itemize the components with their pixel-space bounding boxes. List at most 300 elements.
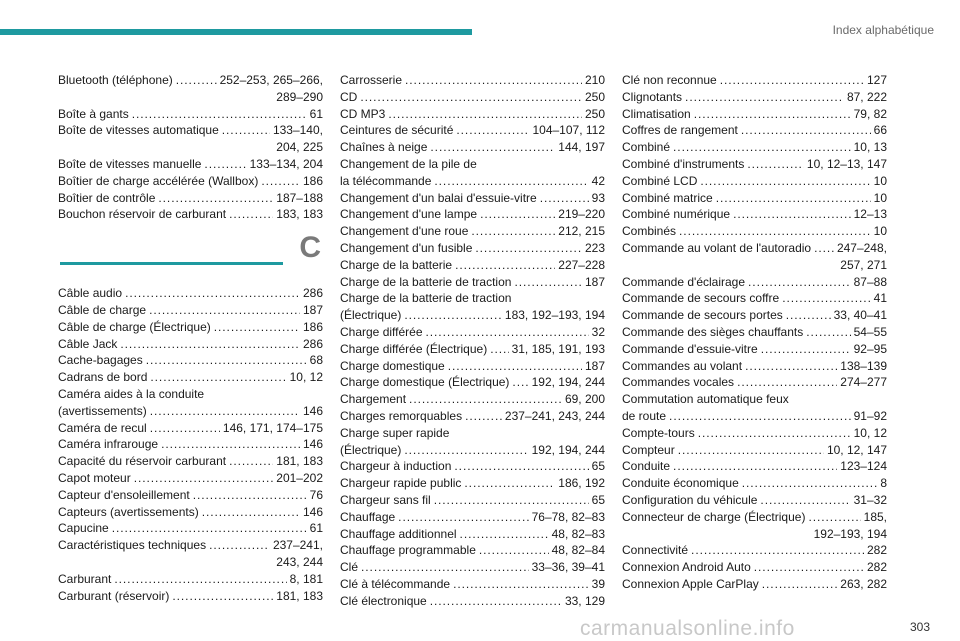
index-entry-pages: 41	[873, 291, 887, 306]
section-heading	[58, 231, 323, 281]
index-entry	[622, 358, 887, 375]
index-entry-pages: 31–32	[853, 492, 887, 507]
index-entry-pages: 186	[302, 319, 323, 334]
index-entry-label: Chargement	[340, 392, 407, 407]
section-letter: C	[299, 231, 321, 265]
dot-leader	[426, 324, 589, 341]
index-entry-label: Boîtier de charge accélérée (Wallbox)	[58, 173, 259, 188]
index-entry-pages: 192, 194, 244	[531, 375, 605, 390]
index-entry	[340, 206, 605, 223]
index-entry-pages: 65	[591, 492, 605, 507]
index-entry-pages: 127	[866, 73, 887, 87]
dot-leader	[176, 72, 217, 89]
index-entry	[58, 504, 323, 521]
index-entry-label: Changement d'un balai d'essuie-vitre	[340, 190, 537, 205]
dot-leader	[737, 374, 837, 391]
index-entry-label: Charge différée	[340, 324, 423, 339]
index-entry	[340, 442, 605, 459]
dot-leader	[673, 139, 851, 156]
dot-leader	[193, 487, 307, 504]
index-entry-label: Cache-bagages	[58, 353, 143, 368]
index-entry	[58, 588, 323, 605]
index-entry	[622, 223, 887, 240]
index-entry-pages: 8	[880, 476, 887, 491]
dot-leader	[150, 369, 286, 386]
index-entry	[340, 526, 605, 543]
index-entry-pages-continued: 192–193, 194	[813, 526, 887, 541]
index-entry-label: (Électrique)	[340, 308, 402, 323]
index-entry-label: Changement de la pile de	[340, 156, 477, 171]
index-entry-label: Capteur d'ensoleillement	[58, 487, 190, 502]
index-entry	[340, 492, 605, 509]
index-entry-label: Combiné matrice	[622, 190, 713, 205]
index-entry-pages: 76	[309, 487, 323, 502]
index-entry-pages: 185,	[863, 509, 887, 524]
index-entry	[622, 374, 887, 391]
dot-leader	[120, 336, 300, 353]
index-entry	[340, 274, 605, 291]
index-entry	[340, 240, 605, 257]
index-entry-label: Caméra infrarouge	[58, 437, 159, 452]
index-entry	[340, 509, 605, 526]
index-entry-label: Caméra de recul	[58, 420, 147, 435]
index-entry-label: Compteur	[622, 442, 675, 457]
index-entry	[622, 458, 887, 475]
entry-list-right	[622, 72, 887, 593]
index-entry	[622, 559, 887, 576]
dot-leader	[112, 520, 307, 537]
index-entry-pages: 61	[309, 521, 323, 536]
dot-leader	[360, 89, 582, 106]
index-entry-pages: 76–78, 82–83	[531, 509, 605, 524]
dot-leader	[786, 307, 831, 324]
index-entry-label: Connexion Apple CarPlay	[622, 576, 759, 591]
index-entry-pages: 10	[873, 224, 887, 239]
index-entry-label: Boîtier de contrôle	[58, 190, 156, 205]
index-entry-label: Coffres de rangement	[622, 123, 738, 138]
index-entry-pages: 286	[302, 286, 323, 301]
index-entry-label: Changement d'une roue	[340, 224, 469, 239]
section-divider	[60, 262, 283, 265]
index-entry	[622, 139, 887, 156]
index-entry	[340, 307, 605, 324]
dot-leader	[388, 106, 582, 123]
index-entry-pages: 250	[584, 106, 605, 121]
dot-leader	[214, 319, 300, 336]
dot-leader	[158, 190, 273, 207]
index-entry	[58, 156, 323, 173]
index-column-left	[58, 72, 323, 604]
index-entry-pages: 54–55	[853, 324, 887, 339]
index-entry-pages: 252–253, 265–266,	[219, 73, 323, 87]
index-entry-label: Compte-tours	[622, 425, 695, 440]
index-entry	[58, 453, 323, 470]
index-entry	[622, 442, 887, 459]
index-entry-label: Caractéristiques techniques	[58, 538, 207, 553]
index-entry	[622, 156, 887, 173]
index-entry-label: Charge de la batterie de traction	[340, 291, 512, 306]
index-entry	[622, 190, 887, 207]
index-entry-label: Bouchon réservoir de carburant	[58, 207, 227, 222]
index-entry-pages: 10, 12–13, 147	[806, 156, 887, 171]
index-entry-label: CD MP3	[340, 106, 386, 121]
index-entry-pages: 210	[584, 73, 605, 87]
index-entry-pages: 187–188	[276, 190, 323, 205]
index-entry-pages: 87–88	[853, 274, 887, 289]
index-entry	[58, 470, 323, 487]
index-entry-pages-continued: 204, 225	[276, 140, 323, 155]
index-entry	[340, 374, 605, 391]
index-entry-label: de route	[622, 408, 667, 423]
index-entry-label: Boîte de vitesses manuelle	[58, 156, 202, 171]
header-accent-bar	[0, 29, 472, 35]
index-entry-pages: 133–140,	[272, 123, 323, 138]
index-entry-label: CD	[340, 89, 358, 104]
index-entry-pages: 93	[591, 190, 605, 205]
dot-leader	[405, 72, 582, 89]
index-entry-pages: 250	[584, 89, 605, 104]
page-header-title: Index alphabétique	[832, 23, 934, 37]
index-entry	[622, 341, 887, 358]
dot-leader	[540, 190, 589, 207]
index-entry	[622, 290, 887, 307]
index-entry-pages-continued: 257, 271	[840, 257, 887, 272]
index-entry-pages: 104–107, 112	[532, 123, 605, 138]
index-entry-label: Commutation automatique feux	[622, 392, 789, 407]
index-entry-pages-continued: 243, 244	[276, 554, 323, 569]
index-entry-pages: 33, 40–41	[833, 308, 887, 323]
index-entry-label: Conduite	[622, 459, 671, 474]
dot-leader	[361, 559, 529, 576]
index-entry-pages: 144, 197	[558, 140, 605, 155]
index-entry	[622, 173, 887, 190]
index-entry-pages: 87, 222	[846, 89, 887, 104]
index-entry-label: Changement d'une lampe	[340, 207, 478, 222]
index-entry-label: Chaînes à neige	[340, 140, 428, 155]
index-entry-label: Chauffage	[340, 509, 396, 524]
dot-leader	[669, 408, 851, 425]
index-entry-pages: 10	[873, 190, 887, 205]
index-entry-label: Capucine	[58, 521, 109, 536]
index-entry-pages: 31, 185, 191, 193	[511, 341, 605, 356]
dot-leader	[742, 475, 878, 492]
index-entry-pages: 10, 12	[289, 370, 323, 385]
index-entry-pages: 123–124	[840, 459, 887, 474]
index-entry-pages: 274–277	[840, 375, 887, 390]
index-entry-label: (avertissements)	[58, 403, 147, 418]
dot-leader	[782, 290, 870, 307]
index-entry	[58, 436, 323, 453]
dot-leader	[204, 156, 246, 173]
index-entry-label: Chargeur à induction	[340, 459, 452, 474]
index-entry-label: Combiné	[622, 140, 671, 155]
dot-leader	[453, 576, 589, 593]
index-entry	[58, 122, 323, 139]
index-entry-label: Bluetooth (téléphone)	[58, 73, 173, 87]
dot-leader	[762, 576, 838, 593]
index-entry-pages: 48, 82–83	[551, 526, 605, 541]
index-entry-label: Commande d'éclairage	[622, 274, 746, 289]
page-number: 303	[909, 620, 930, 634]
index-entry	[622, 106, 887, 123]
index-entry	[58, 369, 323, 386]
index-entry-label: Charges remorquables	[340, 408, 463, 423]
index-entry-label: Combiné LCD	[622, 173, 698, 188]
dot-leader	[747, 156, 804, 173]
index-entry	[622, 274, 887, 291]
index-entry-pages: 187	[302, 302, 323, 317]
index-entry	[340, 341, 605, 358]
dot-leader	[814, 240, 834, 257]
index-entry	[58, 285, 323, 302]
dot-leader	[448, 358, 582, 375]
index-entry-label: Boîte à gants	[58, 106, 129, 121]
index-entry-label: Ceintures de sécurité	[340, 123, 454, 138]
index-entry-label: Commande d'essuie-vitre	[622, 341, 758, 356]
index-entry-label: Changement d'un fusible	[340, 240, 473, 255]
index-entry	[622, 408, 887, 425]
index-entry	[58, 571, 323, 588]
index-entry-pages: 183, 192–193, 194	[504, 308, 605, 323]
index-entry	[340, 593, 605, 610]
index-entry-pages: 146	[302, 403, 323, 418]
index-entry	[622, 89, 887, 106]
dot-leader	[716, 190, 871, 207]
dot-leader	[691, 542, 864, 559]
index-entry	[340, 559, 605, 576]
index-entry	[340, 190, 605, 207]
index-entry-label: Clignotants	[622, 89, 683, 104]
index-entry-pages: 237–241,	[272, 538, 323, 553]
dot-leader	[745, 358, 837, 375]
index-entry-label: Chauffage additionnel	[340, 526, 457, 541]
index-entry	[622, 122, 887, 139]
index-entry-pages: 187	[584, 274, 605, 289]
index-entry	[622, 509, 887, 526]
index-entry-label: Capteurs (avertissements)	[58, 504, 199, 519]
index-entry-pages: 33, 129	[564, 593, 605, 608]
index-entry-pages: 10, 13	[853, 140, 887, 155]
index-entry	[340, 542, 605, 559]
index-entry	[622, 307, 887, 324]
index-entry	[622, 475, 887, 492]
dot-leader	[761, 341, 851, 358]
index-entry-pages: 8, 181	[289, 571, 323, 586]
index-entry-pages: 146	[302, 504, 323, 519]
dot-leader	[132, 106, 307, 123]
index-entry-pages: 65	[591, 459, 605, 474]
index-entry-label: Câble de charge (Électrique)	[58, 319, 211, 334]
index-entry-label: Charge domestique	[340, 358, 445, 373]
index-entry	[340, 106, 605, 123]
index-entry	[340, 223, 605, 240]
entry-list-b	[58, 72, 323, 223]
dot-leader	[700, 173, 870, 190]
dot-leader	[150, 403, 300, 420]
dot-leader	[694, 106, 851, 123]
index-entry-pages: 181, 183	[276, 588, 323, 603]
index-entry	[340, 173, 605, 190]
dot-leader	[161, 436, 300, 453]
index-entry-pages: 69, 200	[564, 392, 605, 407]
index-entry-pages: 227–228	[558, 257, 605, 272]
dot-leader	[114, 571, 286, 588]
index-entry-pages: 183, 183	[276, 207, 323, 222]
index-entry	[340, 89, 605, 106]
index-entry-label: Caméra aides à la conduite	[58, 386, 205, 401]
index-entry-label: Commande de secours portes	[622, 308, 783, 323]
index-entry-label: Configuration du véhicule	[622, 492, 758, 507]
index-entry-pages: 91–92	[853, 408, 887, 423]
index-entry	[622, 324, 887, 341]
index-entry-label: la télécommande	[340, 173, 432, 188]
dot-leader	[465, 408, 502, 425]
index-entry-label: Commandes vocales	[622, 375, 735, 390]
index-entry	[340, 358, 605, 375]
dot-leader	[261, 173, 300, 190]
index-entry-label: Charge de la batterie de traction	[340, 274, 512, 289]
index-entry-pages: 79, 82	[853, 106, 887, 121]
dot-leader	[150, 420, 220, 437]
dot-leader	[471, 223, 555, 240]
dot-leader	[685, 89, 844, 106]
index-entry-pages: 187	[584, 358, 605, 373]
index-entry-pages: 33–36, 39–41	[531, 560, 605, 575]
index-entry-label: Connectivité	[622, 543, 689, 558]
index-entry-pages: 92–95	[853, 341, 887, 356]
index-entry	[622, 576, 887, 593]
index-entry-pages: 61	[309, 106, 323, 121]
index-entry	[58, 520, 323, 537]
index-entry-pages: 223	[584, 240, 605, 255]
index-entry-label: Commande au volant de l'autoradio	[622, 240, 812, 255]
index-entry-pages: 138–139	[840, 358, 887, 373]
index-entry-pages: 186	[302, 173, 323, 188]
index-entry	[340, 122, 605, 139]
index-entry-label: Charge de la batterie	[340, 257, 453, 272]
dot-leader	[464, 475, 555, 492]
index-entry-pages: 66	[873, 123, 887, 138]
index-entry-label: Carburant (réservoir)	[58, 588, 170, 603]
index-entry-pages: 282	[866, 543, 887, 558]
index-entry-label: Combiné d'instruments	[622, 156, 745, 171]
dot-leader	[434, 492, 589, 509]
index-entry-label: Commandes au volant	[622, 358, 743, 373]
dot-leader	[430, 139, 555, 156]
dot-leader	[209, 537, 270, 554]
watermark: carmanualsonline.info	[580, 617, 795, 640]
dot-leader	[760, 492, 850, 509]
index-entry-pages: 12–13	[853, 207, 887, 222]
index-entry-pages: 201–202	[276, 470, 323, 485]
index-entry	[340, 576, 605, 593]
dot-leader	[456, 122, 529, 139]
index-entry	[58, 173, 323, 190]
index-entry-label: Clé électronique	[340, 593, 427, 608]
dot-leader	[673, 458, 837, 475]
index-entry-pages: 263, 282	[840, 576, 887, 591]
entry-list-middle	[340, 72, 605, 610]
index-entry	[340, 475, 605, 492]
dot-leader	[404, 307, 502, 324]
index-entry-label: Combiné numérique	[622, 207, 731, 222]
index-entry-pages: 212, 215	[558, 224, 605, 239]
dot-leader	[172, 588, 273, 605]
index-entry-pages: 286	[302, 336, 323, 351]
index-entry-label: Cadrans de bord	[58, 370, 148, 385]
index-entry	[622, 542, 887, 559]
index-entry	[58, 537, 323, 554]
index-entry-pages: 10, 12, 147	[826, 442, 887, 457]
dot-leader	[454, 458, 588, 475]
index-entry-pages: 10, 12	[853, 425, 887, 440]
dot-leader	[202, 504, 300, 521]
dot-leader	[512, 374, 528, 391]
index-entry-pages: 68	[309, 353, 323, 368]
index-entry-label: Chauffage programmable	[340, 543, 476, 558]
dot-leader	[741, 122, 871, 139]
index-entry-label: Chargeur sans fil	[340, 492, 431, 507]
dot-leader	[479, 542, 549, 559]
dot-leader	[134, 470, 274, 487]
index-entry-label: Charge domestique (Électrique)	[340, 375, 510, 390]
index-entry-label: Capot moteur	[58, 470, 131, 485]
index-entry-label: Combinés	[622, 224, 677, 239]
dot-leader	[475, 240, 582, 257]
dot-leader	[125, 285, 300, 302]
dot-leader	[806, 324, 850, 341]
index-entry-pages: 146, 171, 174–175	[222, 420, 323, 435]
index-entry-pages: 133–134, 204	[249, 156, 323, 171]
index-entry	[622, 72, 887, 89]
dot-leader	[146, 352, 307, 369]
entry-list-c	[58, 285, 323, 604]
dot-leader	[455, 257, 555, 274]
index-entry-label: Câble audio	[58, 286, 123, 301]
index-entry	[340, 391, 605, 408]
index-entry-pages: 219–220	[558, 207, 605, 222]
index-entry	[58, 352, 323, 369]
index-entry-pages-continued: 289–290	[276, 89, 323, 104]
index-entry	[340, 408, 605, 425]
dot-leader	[409, 391, 562, 408]
index-column-middle	[340, 72, 605, 610]
index-entry-label: Commande de secours coffre	[622, 291, 780, 306]
index-entry-pages: 39	[591, 576, 605, 591]
dot-leader	[678, 442, 824, 459]
index-entry-label: Capacité du réservoir carburant	[58, 454, 227, 469]
index-entry	[58, 206, 323, 223]
index-entry-label: (Électrique)	[340, 442, 402, 457]
index-entry	[622, 492, 887, 509]
index-entry	[58, 420, 323, 437]
index-entry-pages: 186, 192	[558, 476, 605, 491]
index-entry	[58, 403, 323, 420]
index-entry-pages: 48, 82–84	[551, 543, 605, 558]
index-entry	[58, 106, 323, 123]
dot-leader	[398, 509, 528, 526]
dot-leader	[808, 509, 860, 526]
dot-leader	[404, 442, 528, 459]
index-entry-label: Clé non reconnue	[622, 73, 717, 87]
index-entry-label: Clé	[340, 560, 359, 575]
index-column-right	[622, 72, 887, 593]
index-entry-label: Climatisation	[622, 106, 691, 121]
index-entry-pages: 192, 194, 244	[531, 442, 605, 457]
index-entry	[622, 425, 887, 442]
index-entry-label: Boîte de vitesses automatique	[58, 123, 219, 138]
dot-leader	[679, 223, 871, 240]
